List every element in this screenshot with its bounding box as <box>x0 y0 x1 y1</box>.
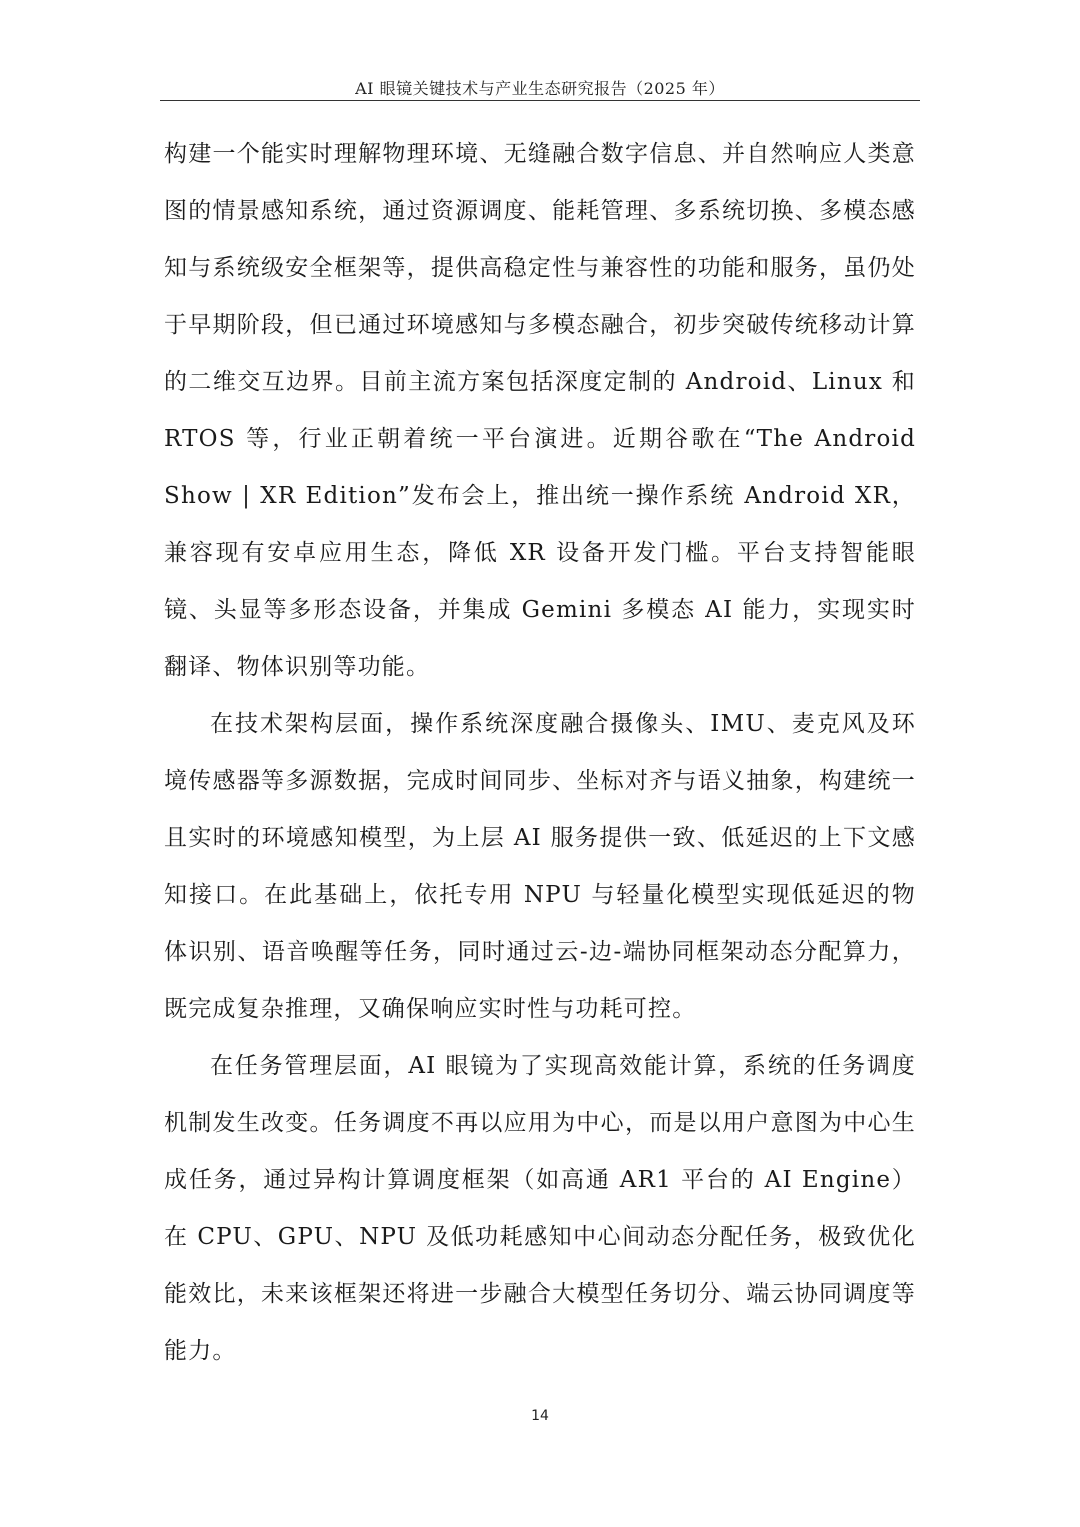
paragraph-task-management: 在任务管理层面，AI 眼镜为了实现高效能计算，系统的任务调度机制发生改变。任务调度不再以应用为中心，而是以用户意图为中心生成任务，通过异构计算调度框架（如高通 AR1 平台的 AI Engine）在 CPU、GPU、NPU 及低功耗感知中心间动态分配任务，极致优化能效比，未来该框架还将进一步融合大模型任务切分、端云协同调度等能力。 <box>164 1053 916 1364</box>
paragraph-technical-architecture: 在技术架构层面，操作系统深度融合摄像头、IMU、麦克风及环境传感器等多源数据，完成时间同步、坐标对齐与语义抽象，构建统一且实时的环境感知模型，为上层 AI 服务提供一致、低延迟的上下文感知接口。在此基础上，依托专用 NPU 与轻量化模型实现低延迟的物体识别、语音唤醒等任务，同时通过云-边-端协同框架动态分配算力，既完成复杂推理，又确保响应实时性与功耗可控。 <box>164 711 916 1022</box>
paragraph-os-overview: 构建一个能实时理解物理环境、无缝融合数字信息、并自然响应人类意图的情景感知系统，通过资源调度、能耗管理、多系统切换、多模态感知与系统级安全框架等，提供高稳定性与兼容性的功能和服务，虽仍处于早期阶段，但已通过环境感知与多模态融合，初步突破传统移动计算的二维交互边界。目前主流方案包括深度定制的 Android、Linux 和 RTOS 等，行业正朝着统一平台演进。近期谷歌在“The Android Show | XR Edition”发布会上，推出统一操作系统 Android XR，兼容现有安卓应用生态，降低 XR 设备开发门槛。平台支持智能眼镜、头显等多形态设备，并集成 Gemini 多模态 AI 能力，实现实时翻译、物体识别等功能。 <box>164 141 916 680</box>
header-divider <box>160 100 920 101</box>
body-text <box>164 126 916 1380</box>
running-header: AI 眼镜关键技术与产业生态研究报告（2025 年） <box>355 79 725 98</box>
page-number: 14 <box>531 1408 549 1424</box>
